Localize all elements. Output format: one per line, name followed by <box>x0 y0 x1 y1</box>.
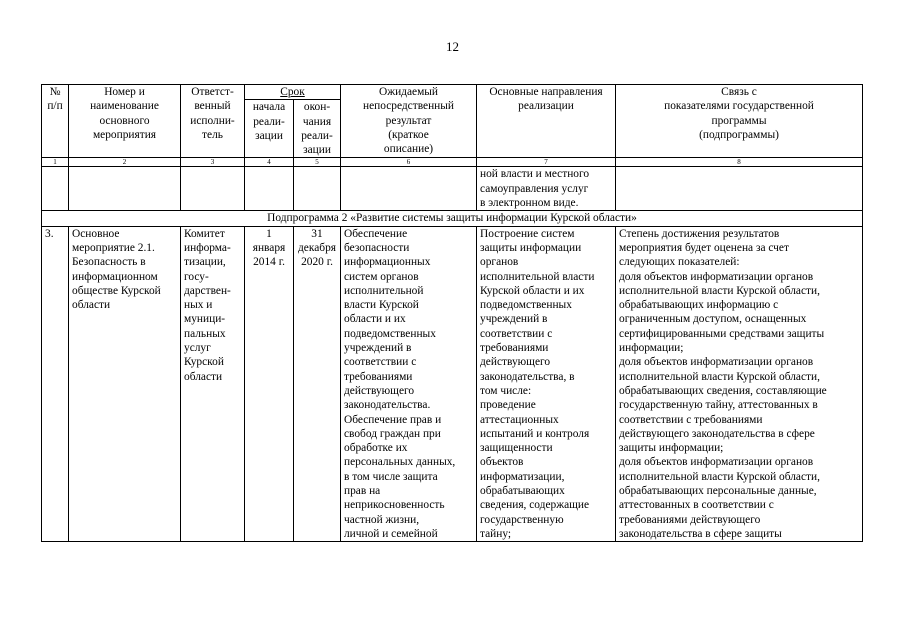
text-line: испытаний и контроля <box>480 427 590 440</box>
col-number: 4 <box>245 158 294 167</box>
text-line: учреждений в <box>344 342 412 355</box>
text-line: соответствии с <box>344 356 417 369</box>
text-line: требованиями <box>344 370 413 383</box>
text-line: пальных <box>184 327 226 340</box>
text-line: защиты информации <box>480 241 582 254</box>
text-line: доля объектов информатизации органов <box>619 270 814 283</box>
text-line: венный <box>194 100 231 113</box>
cell-expected-result <box>341 226 477 542</box>
text-line: исполнительной власти <box>480 270 595 283</box>
text-line: Безопасность в <box>72 256 146 269</box>
text-line: информационных <box>344 256 431 269</box>
text-line: неприкосновенность <box>344 499 445 512</box>
subprogram-title: Подпрограмма 2 «Развитие системы защиты информации Курской области» <box>42 211 863 226</box>
header-indicators-link <box>616 85 863 158</box>
col-number: 3 <box>181 158 245 167</box>
col-number: 1 <box>42 158 69 167</box>
header-row <box>42 85 863 100</box>
col-number: 5 <box>294 158 341 167</box>
text-line: области <box>184 370 223 383</box>
text-line: сертифицированными средствами защиты <box>619 327 825 340</box>
text-line: сведения, содержащие <box>480 499 590 512</box>
text-line: органов <box>480 256 519 269</box>
cell-row-number: 3. <box>42 226 69 542</box>
cell-start-date <box>245 226 294 542</box>
text-line: 31 <box>311 227 323 240</box>
text-line: безопасности <box>344 241 410 254</box>
text-line: самоуправления услуг <box>480 182 589 195</box>
text-line: Обеспечение прав и <box>344 413 442 426</box>
text-line: проведение <box>480 399 536 412</box>
text-line: реализации <box>518 100 574 113</box>
text-line: области <box>72 299 111 312</box>
text-line: мероприятие 2.1. <box>72 241 155 254</box>
text-line: программы <box>711 114 767 127</box>
text-line: действующего законодательства в сфере <box>619 427 815 440</box>
text-line: государственную <box>480 513 564 526</box>
text-line: госу- <box>184 270 209 283</box>
text-line: информационном <box>72 270 158 283</box>
text-line: тизации, <box>184 256 226 269</box>
text-line: мероприятия будет оценена за счет <box>619 241 789 254</box>
text-line: № <box>49 86 61 98</box>
text-line: зации <box>303 144 331 157</box>
text-line: исполнительной власти Курской области, <box>619 370 820 383</box>
text-line: обществе Курской <box>72 284 161 297</box>
text-line: Основное <box>72 227 120 240</box>
text-line: дарствен- <box>184 284 231 297</box>
text-line: объектов <box>480 456 524 469</box>
text-line: Курской <box>184 356 224 369</box>
text-line: результат <box>385 114 432 127</box>
text-line: обрабатывающих сведения, составляющие <box>619 384 827 397</box>
text-line: законодательства в сфере защиты <box>619 527 782 540</box>
text-line: в электронном виде. <box>480 197 579 210</box>
text-line: Номер и <box>104 86 145 98</box>
col-number: 6 <box>341 158 477 167</box>
text-line: области и их <box>344 313 406 326</box>
cell-empty <box>341 167 477 211</box>
cell-empty <box>616 167 863 211</box>
page-number: 12 <box>446 39 459 54</box>
cell-directions-continued <box>477 167 616 211</box>
continuation-row <box>42 167 863 211</box>
text-line: действующего <box>344 384 415 397</box>
text-line: Построение систем <box>480 227 575 240</box>
cell-measure-name <box>69 226 181 542</box>
col-number: 8 <box>616 158 863 167</box>
text-line: тайну; <box>480 527 512 540</box>
text-line: окон- <box>303 101 331 114</box>
text-line: реали- <box>253 115 285 128</box>
text-line: информации; <box>619 342 684 355</box>
text-line: зации <box>255 129 283 142</box>
text-line: услуг <box>184 342 211 355</box>
header-measure-name <box>69 85 181 158</box>
text-line: тель <box>202 128 223 141</box>
text-line: действующего <box>480 356 551 369</box>
header-executor <box>181 85 245 158</box>
measures-table <box>41 84 863 542</box>
text-line: мероприятия <box>92 128 157 141</box>
text-line: Обеспечение <box>344 227 408 240</box>
text-line: требованиями <box>480 342 549 355</box>
text-line: обрабатывающих информацию с <box>619 299 779 312</box>
header-end <box>294 100 341 158</box>
text-line: непосредственный <box>362 100 455 113</box>
text-line: ных и <box>184 299 213 312</box>
cell-directions <box>477 226 616 542</box>
text-line: персональных данных, <box>344 456 456 469</box>
col-number: 2 <box>69 158 181 167</box>
table-row <box>42 226 863 542</box>
text-line: чания <box>302 115 332 128</box>
text-line: исполнительной <box>344 284 424 297</box>
header-num <box>42 85 69 158</box>
text-line: власти Курской <box>344 299 419 312</box>
text-line: свобод граждан при <box>344 427 441 440</box>
text-line: личной и семейной <box>344 527 438 540</box>
cell-empty <box>69 167 181 211</box>
header-expected-result <box>341 85 477 158</box>
text-line: ограниченным доступом, оснащенных <box>619 313 807 326</box>
text-line: законодательства. <box>344 399 431 412</box>
column-number-row <box>42 158 863 167</box>
text-line: обрабатывающих <box>480 485 565 498</box>
text-line: показателями государственной <box>664 100 814 113</box>
text-line: муници- <box>184 313 226 326</box>
text-line: Ожидаемый <box>378 86 439 98</box>
cell-empty <box>294 167 341 211</box>
text-line: информа- <box>184 241 231 254</box>
text-line: доля объектов информатизации органов <box>619 456 814 469</box>
header-start <box>245 100 294 158</box>
text-line: в том числе защита <box>344 470 438 483</box>
text-line: соответствии с <box>480 327 553 340</box>
text-line: января <box>252 241 286 254</box>
text-line: законодательства, в <box>480 370 575 383</box>
header-directions <box>477 85 616 158</box>
text-line: аттестационных <box>480 413 559 426</box>
text-line: защиты информации; <box>619 442 724 455</box>
text-line: частной жизни, <box>344 513 420 526</box>
text-line: учреждений в <box>480 313 548 326</box>
text-line: подведомственных <box>344 327 436 340</box>
text-line: подведомственных <box>480 299 572 312</box>
text-line: основного <box>99 114 150 127</box>
text-line: 2014 г. <box>253 256 285 269</box>
text-line: Ответст- <box>191 86 234 98</box>
col-number: 7 <box>477 158 616 167</box>
text-line: реали- <box>301 129 333 142</box>
subprogram-row <box>42 211 863 226</box>
text-line: государственную тайну, аттестованных в <box>619 399 818 412</box>
text-line: наименование <box>90 100 159 113</box>
text-line: Комитет <box>184 227 225 240</box>
text-line: декабря <box>298 241 336 254</box>
text-line: исполнительной власти Курской области, <box>619 470 820 483</box>
text-line: описание) <box>383 143 434 156</box>
text-line: аттестованных в соответствии с <box>619 499 774 512</box>
text-line: Связь с <box>721 86 757 98</box>
text-line: исполнительной власти Курской области, <box>619 284 820 297</box>
cell-executor <box>181 226 245 542</box>
text-line: защищенности <box>480 442 553 455</box>
text-line: том числе: <box>480 384 532 397</box>
text-line: Курской области и их <box>480 284 585 297</box>
cell-empty <box>42 167 69 211</box>
text-line: 2020 г. <box>301 256 333 269</box>
cell-end-date <box>294 226 341 542</box>
text-line: (подпрограммы) <box>699 128 779 141</box>
text-line: 1 <box>266 227 272 240</box>
cell-empty <box>245 167 294 211</box>
text-line: соответствии с требованиями <box>619 413 763 426</box>
text-line: ной власти и местного <box>480 168 590 181</box>
text-line: (краткое <box>388 128 429 141</box>
text-line: п/п <box>47 100 63 113</box>
text-line: систем органов <box>344 270 419 283</box>
text-line: Основные направления <box>489 86 603 98</box>
text-line: обработке их <box>344 442 408 455</box>
text-line: исполни- <box>190 114 235 127</box>
text-line: начала <box>252 101 286 114</box>
text-line: Степень достижения результатов <box>619 227 780 240</box>
text-line: обрабатывающих персональные данные, <box>619 485 817 498</box>
text-line: прав на <box>344 485 381 498</box>
header-term: Срок <box>245 85 341 100</box>
text-line: требованиями действующего <box>619 513 761 526</box>
cell-indicators <box>616 226 863 542</box>
text-line: следующих показателей: <box>619 256 740 269</box>
text-line: информатизации, <box>480 470 565 483</box>
cell-empty <box>181 167 245 211</box>
text-line: доля объектов информатизации органов <box>619 356 814 369</box>
